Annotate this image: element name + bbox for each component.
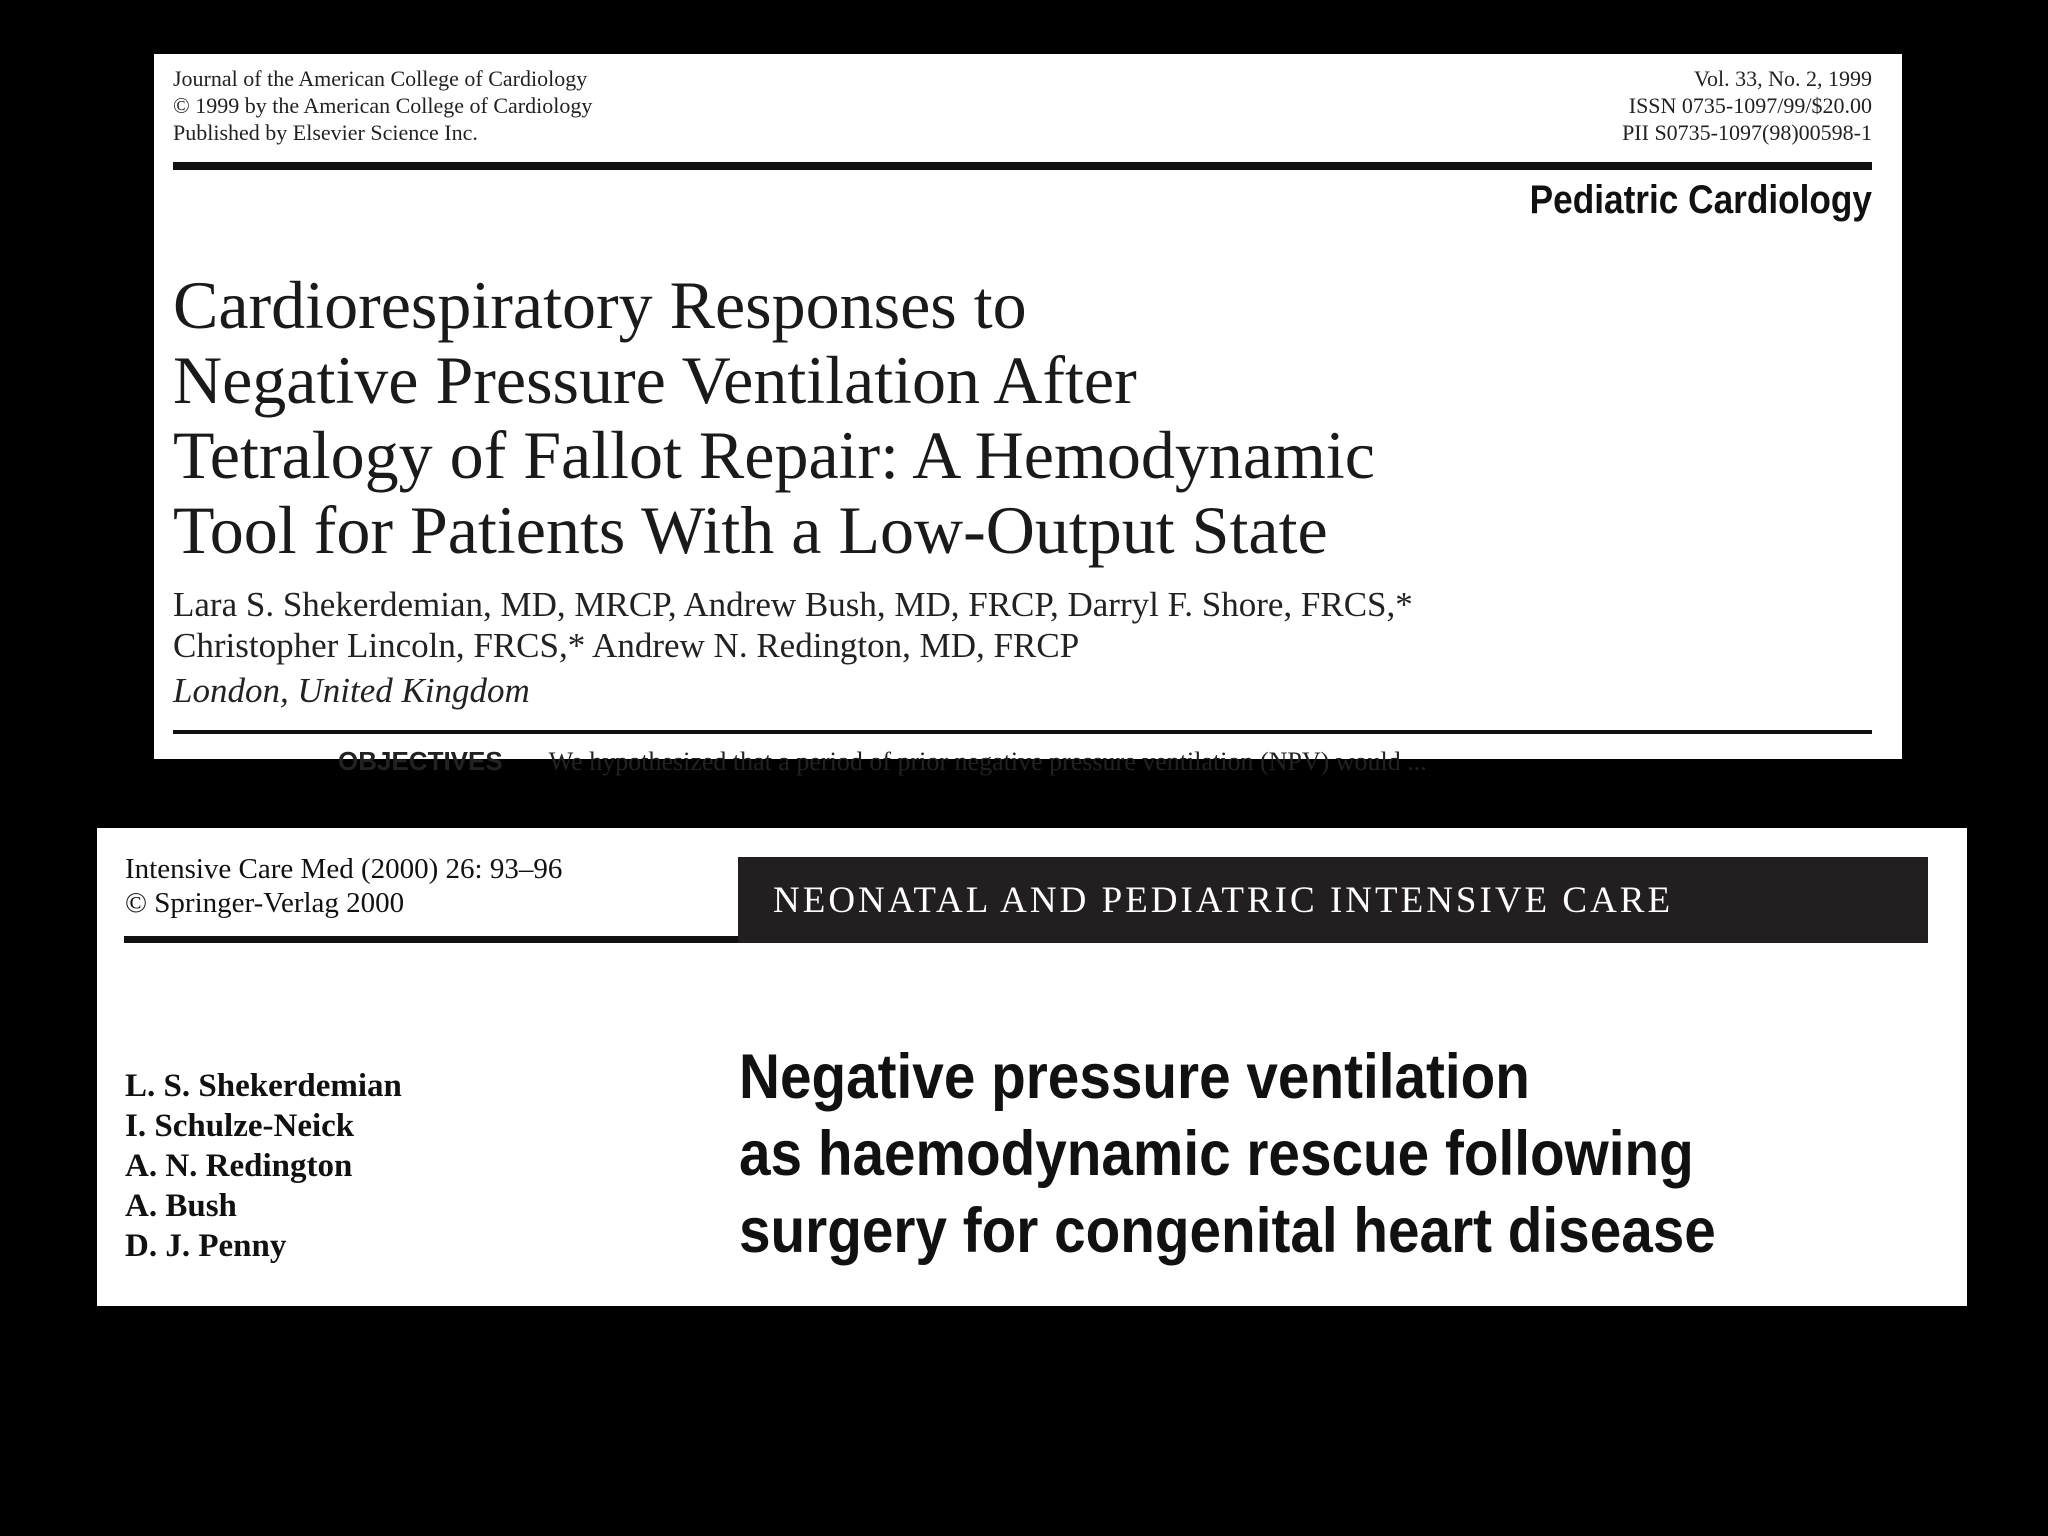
author-name: A. N. Redington [125, 1148, 353, 1184]
copyright-line: © 1999 by the American College of Cardiology [173, 93, 593, 118]
article-title [739, 1039, 1716, 1270]
title-line: surgery for congenital heart disease [739, 1196, 1716, 1266]
journal-meta [173, 65, 592, 146]
author-name: I. Schulze-Neick [125, 1108, 355, 1144]
icm-article-header [97, 828, 1967, 1306]
author-name: D. J. Penny [125, 1228, 287, 1264]
copyright-line: © Springer-Verlag 2000 [125, 887, 405, 919]
journal-meta [125, 852, 562, 920]
article-title [173, 268, 1823, 568]
header-rule [173, 162, 1872, 170]
section-label: Pediatric Cardiology [1529, 178, 1872, 222]
title-line: Tetralogy of Fallot Repair: A Hemodynamic [173, 417, 1375, 493]
publisher-line: Published by Elsevier Science Inc. [173, 120, 478, 145]
title-line: Cardiorespiratory Responses to [173, 267, 1027, 343]
pii-line: PII S0735-1097(98)00598-1 [1622, 120, 1872, 145]
affiliation-location: London, United Kingdom [173, 671, 530, 710]
header-rule [124, 936, 740, 943]
issn-line: ISSN 0735-1097/99/$20.00 [1628, 93, 1872, 118]
abstract-cutoff [338, 746, 1427, 777]
section-banner [738, 857, 1928, 943]
journal-name: Journal of the American College of Cardiology [173, 66, 588, 91]
author-list [125, 1066, 402, 1266]
title-line: Negative pressure ventilation [739, 1042, 1530, 1112]
title-line: Tool for Patients With a Low-Output State [173, 492, 1328, 568]
volume-line: Vol. 33, No. 2, 1999 [1693, 66, 1872, 91]
section-banner-label: NEONATAL AND PEDIATRIC INTENSIVE CARE [773, 880, 1674, 921]
abstract-text: We hypothesized that a period of prior negative pressure ventilation (NPV) would ... [548, 747, 1427, 776]
author-list [173, 584, 1413, 666]
author-name: A. Bush [125, 1188, 237, 1224]
author-line: Christopher Lincoln, FRCS,* Andrew N. Redington, MD, FRCP [173, 626, 1080, 665]
title-line: as haemodynamic rescue following [739, 1119, 1694, 1189]
title-line: Negative Pressure Ventilation After [173, 342, 1137, 418]
abstract-heading: OBJECTIVES [338, 746, 503, 776]
jacc-article-header [154, 54, 1902, 776]
issue-meta [1622, 65, 1872, 146]
citation-line: Intensive Care Med (2000) 26: 93–96 [125, 853, 563, 885]
author-name: L. S. Shekerdemian [125, 1068, 402, 1104]
section-divider [173, 730, 1872, 734]
author-line: Lara S. Shekerdemian, MD, MRCP, Andrew Bush, MD, FRCP, Darryl F. Shore, FRCS,* [173, 585, 1413, 624]
